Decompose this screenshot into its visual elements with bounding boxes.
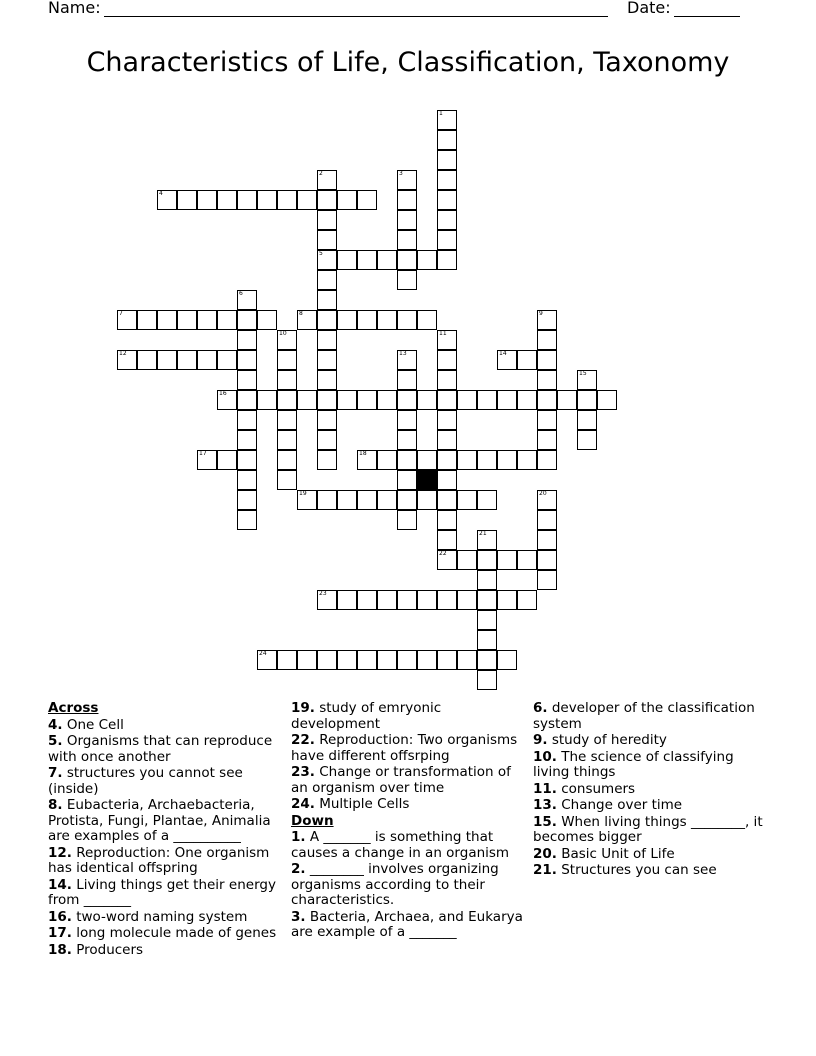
crossword-cell[interactable]: [317, 170, 337, 190]
crossword-cell[interactable]: [337, 310, 357, 330]
clue-item: [48, 798, 283, 845]
crossword-cell[interactable]: [417, 250, 437, 270]
clue-item: [533, 750, 768, 781]
crossword-cell[interactable]: [537, 570, 557, 590]
crossword-cell[interactable]: [517, 450, 537, 470]
crossword-cell[interactable]: [397, 430, 417, 450]
clue-item-number: 2.: [291, 861, 306, 877]
crossword-cell[interactable]: [477, 530, 497, 550]
crossword-cell[interactable]: [377, 390, 397, 410]
crossword-cell[interactable]: [437, 530, 457, 550]
crossword-cell[interactable]: [437, 150, 457, 170]
crossword-cell[interactable]: [477, 490, 497, 510]
crossword-cell[interactable]: [277, 190, 297, 210]
crossword-cell[interactable]: [517, 590, 537, 610]
clue-item: [533, 782, 768, 798]
crossword-cell[interactable]: [257, 390, 277, 410]
crossword-cell[interactable]: [257, 310, 277, 330]
clue-item-number: 22.: [291, 732, 315, 748]
crossword-cell[interactable]: [137, 350, 157, 370]
crossword-cell[interactable]: [397, 590, 417, 610]
crossword-cell[interactable]: [457, 550, 477, 570]
crossword-cell[interactable]: [397, 450, 417, 470]
crossword-cell[interactable]: [277, 390, 297, 410]
clue-item: [48, 734, 283, 765]
crossword-cell[interactable]: [437, 510, 457, 530]
crossword-cell[interactable]: [437, 470, 457, 490]
crossword-cell[interactable]: [437, 450, 457, 470]
clue-item: [533, 733, 768, 749]
clue-item: [291, 701, 526, 732]
crossword-cell[interactable]: [437, 330, 457, 350]
crossword-cell[interactable]: [537, 550, 557, 570]
crossword-cell[interactable]: [297, 390, 317, 410]
crossword-cell[interactable]: [217, 310, 237, 330]
crossword-cell[interactable]: [497, 450, 517, 470]
clue-item-text: Structures you can see: [556, 862, 717, 878]
crossword-cell[interactable]: [277, 370, 297, 390]
crossword-cell[interactable]: [277, 410, 297, 430]
crossword-cell[interactable]: [237, 510, 257, 530]
clue-item-text: study of heredity: [547, 732, 667, 748]
clue-item: [533, 798, 768, 814]
name-label: Name:: [48, 0, 101, 17]
crossword-cell[interactable]: [397, 390, 417, 410]
crossword-cell[interactable]: [337, 590, 357, 610]
down-clues-list: [291, 830, 526, 941]
crossword-cell[interactable]: [237, 190, 257, 210]
crossword-cell[interactable]: [317, 310, 337, 330]
crossword-cell[interactable]: [297, 310, 317, 330]
clue-number: 20: [539, 490, 547, 497]
down-clues-list-continued: [533, 701, 768, 879]
crossword-cell[interactable]: [217, 390, 237, 410]
crossword-cell[interactable]: [257, 650, 277, 670]
crossword-cell[interactable]: [337, 250, 357, 270]
crossword-cell[interactable]: [517, 390, 537, 410]
crossword-cell[interactable]: [357, 390, 377, 410]
crossword-cell[interactable]: [297, 490, 317, 510]
crossword-cell[interactable]: [497, 650, 517, 670]
crossword-cell[interactable]: [317, 490, 337, 510]
crossword-cell[interactable]: [317, 250, 337, 270]
crossword-cell[interactable]: [217, 190, 237, 210]
across-clues-list: [48, 718, 283, 959]
clue-item-number: 14.: [48, 876, 72, 893]
crossword-cell[interactable]: [217, 450, 237, 470]
clue-number: 10: [279, 330, 287, 337]
crossword-cell[interactable]: [377, 450, 397, 470]
clue-item: [291, 830, 526, 861]
crossword-cell[interactable]: [457, 490, 477, 510]
crossword-cell[interactable]: [477, 390, 497, 410]
crossword-cell[interactable]: [437, 110, 457, 130]
crossword-cell[interactable]: [457, 590, 477, 610]
crossword-cell[interactable]: [317, 210, 337, 230]
clue-number: 15: [579, 370, 587, 377]
clues-column-1: [48, 701, 283, 959]
crossword-cell[interactable]: [577, 390, 597, 410]
crossword-cell[interactable]: [497, 550, 517, 570]
crossword-cell[interactable]: [397, 510, 417, 530]
crossword-cell[interactable]: [237, 350, 257, 370]
crossword-cell[interactable]: [177, 350, 197, 370]
crossword-cell[interactable]: [397, 210, 417, 230]
clue-item-number: 4.: [48, 716, 63, 733]
crossword-cell[interactable]: [537, 390, 557, 410]
crossword-cell[interactable]: [437, 130, 457, 150]
crossword-cell[interactable]: [397, 490, 417, 510]
crossword-cell[interactable]: [197, 190, 217, 210]
crossword-cell[interactable]: [277, 650, 297, 670]
crossword-cell[interactable]: [437, 170, 457, 190]
crossword-cell[interactable]: [357, 490, 377, 510]
clue-item-number: 23.: [291, 764, 315, 780]
crossword-cell[interactable]: [177, 310, 197, 330]
crossword-cell[interactable]: [317, 430, 337, 450]
crossword-cell[interactable]: [437, 650, 457, 670]
crossword-cell[interactable]: [397, 250, 417, 270]
clue-item-number: 15.: [533, 813, 557, 830]
crossword-cell[interactable]: [497, 350, 517, 370]
clue-item-text: Reproduction: Two organisms have different offsrping: [291, 732, 518, 764]
clue-item-text: consumers: [556, 780, 636, 797]
crossword-cell[interactable]: [117, 310, 137, 330]
crossword-cell[interactable]: [517, 350, 537, 370]
crossword-cell[interactable]: [317, 370, 337, 390]
clue-item: [48, 846, 283, 877]
clue-item-text: study of emryonic development: [291, 700, 442, 732]
crossword-cell[interactable]: [477, 630, 497, 650]
crossword-cell[interactable]: [437, 410, 457, 430]
crossword-cell[interactable]: [217, 350, 237, 370]
crossword-cell[interactable]: [457, 450, 477, 470]
clue-item-number: 12.: [48, 844, 72, 861]
clue-number: 16: [219, 390, 227, 397]
down-heading: Down: [291, 812, 334, 829]
crossword-cell[interactable]: [437, 210, 457, 230]
crossword-cell[interactable]: [417, 450, 437, 470]
crossword-cell[interactable]: [317, 390, 337, 410]
clue-item-text: One Cell: [62, 716, 124, 733]
crossword-cell[interactable]: [357, 590, 377, 610]
crossword-cell[interactable]: [317, 650, 337, 670]
clue-number: 19: [299, 490, 307, 497]
crossword-cell[interactable]: [537, 530, 557, 550]
crossword-cell[interactable]: [357, 250, 377, 270]
clue-item-text: Reproduction: One organism has identical offspring: [48, 844, 270, 876]
crossword-cell[interactable]: [337, 490, 357, 510]
crossword-cell[interactable]: [157, 190, 177, 210]
clue-item: [48, 878, 283, 909]
crossword-cell[interactable]: [537, 330, 557, 350]
crossword-cell[interactable]: [397, 270, 417, 290]
crossword-cell[interactable]: [237, 310, 257, 330]
clues-column-3: [533, 701, 768, 880]
crossword-cell[interactable]: [397, 170, 417, 190]
clue-item: [48, 943, 283, 959]
crossword-cell[interactable]: [197, 450, 217, 470]
clue-number: 22: [439, 550, 447, 557]
crossword-cell[interactable]: [237, 370, 257, 390]
clue-item-number: 17.: [48, 925, 72, 941]
clue-item-text: Living things get their energy from _______: [48, 876, 276, 908]
clue-number: 1: [439, 110, 443, 117]
crossword-cell[interactable]: [577, 370, 597, 390]
clue-number: 2: [319, 170, 323, 177]
clue-number: 24: [259, 650, 267, 657]
crossword-cell[interactable]: [197, 310, 217, 330]
crossword-cell[interactable]: [517, 550, 537, 570]
clue-item-text: A _______ is something that causes a change in an organism: [291, 829, 510, 861]
clue-item: [48, 910, 283, 926]
crossword-cell[interactable]: [237, 330, 257, 350]
clue-item-number: 5.: [48, 733, 63, 749]
crossword-cell[interactable]: [317, 290, 337, 310]
crossword-cell[interactable]: [417, 310, 437, 330]
clue-item-number: 11.: [533, 780, 557, 797]
crossword-cell[interactable]: [437, 230, 457, 250]
clue-item-number: 9.: [533, 732, 548, 748]
crossword-cell[interactable]: [277, 330, 297, 350]
crossword-cell[interactable]: [237, 410, 257, 430]
crossword-cell[interactable]: [277, 350, 297, 370]
across-clues-list-continued: [291, 701, 526, 813]
clue-item: [291, 797, 526, 813]
clue-item-text: When living things ________, it becomes bigger: [533, 813, 763, 845]
crossword-cell[interactable]: [597, 390, 617, 410]
clue-item-number: 6.: [533, 700, 548, 716]
crossword-cell[interactable]: [437, 190, 457, 210]
crossword-cell[interactable]: [437, 250, 457, 270]
crossword-cell[interactable]: [437, 430, 457, 450]
crossword-cell[interactable]: [277, 470, 297, 490]
crossword-cell[interactable]: [557, 390, 577, 410]
crossword-cell[interactable]: [537, 450, 557, 470]
crossword-cell[interactable]: [417, 590, 437, 610]
crossword-cell[interactable]: [237, 290, 257, 310]
crossword-cell[interactable]: [457, 390, 477, 410]
crossword-cell[interactable]: [177, 190, 197, 210]
crossword-cell[interactable]: [417, 390, 437, 410]
crossword-cell[interactable]: [397, 310, 417, 330]
clue-number: 14: [499, 350, 507, 357]
clue-number: 21: [479, 530, 487, 537]
clue-number: 9: [539, 310, 543, 317]
clue-item-text: Change or transformation of an organism over time: [291, 764, 511, 796]
crossword-cell[interactable]: [537, 430, 557, 450]
crossword-cell[interactable]: [397, 650, 417, 670]
crossword-cell[interactable]: [437, 350, 457, 370]
clue-item-text: structures you cannot see (inside): [48, 765, 243, 797]
crossword-cell[interactable]: [477, 450, 497, 470]
crossword-cell[interactable]: [337, 190, 357, 210]
crossword-cell[interactable]: [237, 450, 257, 470]
crossword-cell[interactable]: [357, 450, 377, 470]
crossword-cell[interactable]: [157, 350, 177, 370]
across-heading: Across: [48, 700, 99, 716]
crossword-cell[interactable]: [357, 190, 377, 210]
clue-item-number: 19.: [291, 700, 315, 716]
crossword-cell[interactable]: [397, 230, 417, 250]
clue-item: [533, 847, 768, 863]
clue-item-number: 24.: [291, 796, 315, 812]
clue-item: [291, 765, 526, 796]
crossword-cell[interactable]: [237, 470, 257, 490]
crossword-cell[interactable]: [537, 370, 557, 390]
crossword-cell[interactable]: [317, 190, 337, 210]
clue-item-number: 21.: [533, 862, 557, 878]
black-square: [417, 470, 437, 490]
crossword-cell[interactable]: [477, 590, 497, 610]
clue-item-text: Producers: [71, 941, 144, 958]
crossword-cell[interactable]: [397, 350, 417, 370]
crossword-cell[interactable]: [477, 670, 497, 690]
clue-item-text: Multiple Cells: [314, 796, 410, 812]
crossword-cell[interactable]: [357, 650, 377, 670]
clue-number: 12: [119, 350, 127, 357]
date-label: Date:: [627, 0, 671, 17]
clue-item-number: 13.: [533, 797, 557, 813]
crossword-cell[interactable]: [357, 310, 377, 330]
crossword-cell[interactable]: [317, 230, 337, 250]
crossword-cell[interactable]: [397, 370, 417, 390]
clue-number: 3: [399, 170, 403, 177]
clue-item-number: 7.: [48, 765, 63, 781]
crossword-cell[interactable]: [377, 490, 397, 510]
clue-item-number: 10.: [533, 748, 557, 765]
crossword-cell[interactable]: [577, 430, 597, 450]
crossword-cell[interactable]: [317, 270, 337, 290]
crossword-cell[interactable]: [257, 190, 277, 210]
clue-item-text: long molecule made of genes: [71, 925, 277, 941]
crossword-cell[interactable]: [497, 390, 517, 410]
clue-item: [291, 910, 526, 941]
crossword-cell[interactable]: [377, 310, 397, 330]
crossword-cell[interactable]: [277, 450, 297, 470]
crossword-cell[interactable]: [237, 490, 257, 510]
clue-number: 13: [399, 350, 407, 357]
clue-item-text: The science of classifying living things: [533, 748, 734, 780]
crossword-cell[interactable]: [237, 430, 257, 450]
crossword-cell[interactable]: [377, 650, 397, 670]
clue-item-number: 16.: [48, 908, 72, 925]
crossword-cell[interactable]: [537, 490, 557, 510]
crossword-cell[interactable]: [377, 250, 397, 270]
clue-number: 5: [319, 250, 323, 257]
clue-number: 23: [319, 590, 327, 597]
crossword-cell[interactable]: [477, 550, 497, 570]
crossword-cell[interactable]: [117, 350, 137, 370]
crossword-cell[interactable]: [157, 310, 177, 330]
crossword-cell[interactable]: [297, 190, 317, 210]
clue-number: 6: [239, 290, 243, 297]
clues-column-2: [291, 701, 526, 942]
crossword-cell[interactable]: [317, 410, 337, 430]
crossword-cell[interactable]: [377, 590, 397, 610]
clue-item: [48, 718, 283, 734]
clue-item-text: Basic Unit of Life: [556, 845, 675, 862]
crossword-cell[interactable]: [537, 410, 557, 430]
crossword-cell[interactable]: [237, 390, 257, 410]
clue-item: [533, 815, 768, 846]
clue-number: 4: [159, 190, 163, 197]
clue-number: 17: [199, 450, 207, 457]
crossword-cell[interactable]: [537, 350, 557, 370]
clue-item-text: Organisms that can reproduce with once another: [48, 733, 273, 765]
crossword-cell[interactable]: [337, 650, 357, 670]
clue-item-text: Bacteria, Archaea, and Eukarya are example of a _______: [291, 908, 523, 940]
crossword-cell[interactable]: [417, 490, 437, 510]
clue-number: 18: [359, 450, 367, 457]
crossword-cell[interactable]: [277, 430, 297, 450]
crossword-cell[interactable]: [437, 390, 457, 410]
clue-item: [291, 733, 526, 764]
crossword-cell[interactable]: [337, 390, 357, 410]
crossword-cell[interactable]: [437, 490, 457, 510]
crossword-cell[interactable]: [317, 590, 337, 610]
crossword-cell[interactable]: [457, 650, 477, 670]
clue-number: 7: [119, 310, 123, 317]
crossword-cell[interactable]: [477, 650, 497, 670]
crossword-cell[interactable]: [317, 350, 337, 370]
page-title: Characteristics of Life, Classification, Taxonomy: [86, 47, 730, 78]
crossword-cell[interactable]: [397, 410, 417, 430]
clue-item-text: two-word naming system: [71, 908, 248, 925]
clue-item-number: 20.: [533, 845, 557, 862]
clue-item: [48, 926, 283, 942]
crossword-cell[interactable]: [317, 330, 337, 350]
clue-item-number: 8.: [48, 797, 63, 813]
clue-item-text: developer of the classification system: [533, 700, 755, 732]
crossword-cell[interactable]: [297, 650, 317, 670]
crossword-cell[interactable]: [537, 510, 557, 530]
clue-number: 8: [299, 310, 303, 317]
clue-item: [48, 766, 283, 797]
crossword-cell[interactable]: [197, 350, 217, 370]
crossword-cell[interactable]: [477, 570, 497, 590]
crossword-cell[interactable]: [437, 590, 457, 610]
crossword-cell[interactable]: [537, 310, 557, 330]
crossword-cell[interactable]: [317, 450, 337, 470]
clue-number: 11: [439, 330, 447, 337]
clue-item: [291, 862, 526, 909]
crossword-cell[interactable]: [137, 310, 157, 330]
clue-item: [533, 863, 768, 879]
crossword-cell[interactable]: [577, 410, 597, 430]
clue-item-number: 3.: [291, 908, 306, 925]
clue-item: [533, 701, 768, 732]
clue-item-text: Change over time: [556, 797, 683, 813]
clue-item-number: 1.: [291, 829, 306, 845]
clue-item-text: Eubacteria, Archaebacteria, Protista, Fungi, Plantae, Animalia are examples of a __________: [48, 797, 271, 844]
crossword-cell[interactable]: [437, 370, 457, 390]
clue-item-number: 18.: [48, 941, 72, 958]
clue-item-text: ________ involves organizing organisms according to their characteristics.: [291, 861, 499, 908]
crossword-cell[interactable]: [417, 650, 437, 670]
crossword-cell[interactable]: [397, 470, 417, 490]
crossword-cell[interactable]: [437, 550, 457, 570]
crossword-cell[interactable]: [497, 590, 517, 610]
crossword-cell[interactable]: [477, 610, 497, 630]
crossword-cell[interactable]: [397, 190, 417, 210]
